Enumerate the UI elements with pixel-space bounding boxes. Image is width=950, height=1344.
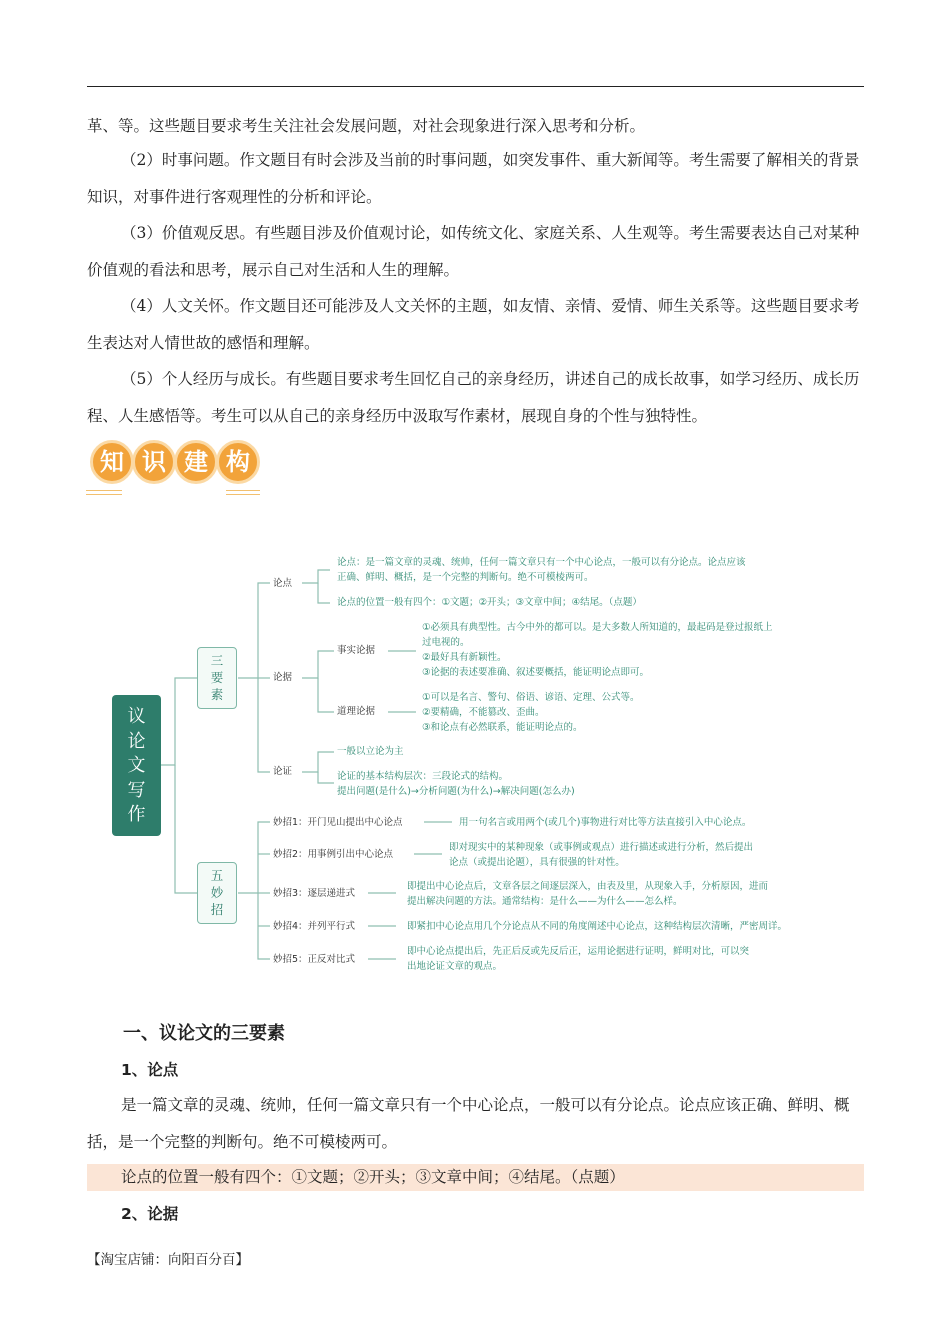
paragraph-1: 革、等。这些题目要求考生关注社会发展问题，对社会现象进行深入思考和分析。 (87, 117, 646, 135)
subsection-title-lunju: 2、论据 (121, 1205, 179, 1223)
mindmap-node-lunzheng: 论证 (273, 766, 293, 777)
mindmap-node-lundian: 论点 (273, 578, 293, 589)
highlighted-sentence: 论点的位置一般有四个：①文题；②开头；③文章中间；④结尾。（点题） (121, 1168, 625, 1186)
mindmap-note: 一般以立论为主 (337, 746, 404, 757)
mindmap-note: 用一句名言或用两个(或几个)事物进行对比等方法直接引入中心论点。 (459, 817, 752, 828)
mindmap-note: ③论据的表述要准确、叙述要概括，能证明论点即可。 (422, 667, 650, 678)
mindmap-node-tip1: 妙招1：开门见山提出中心论点 (273, 817, 403, 828)
mindmap-note: 即对现实中的某种现象（或事例或观点）进行描述或进行分析，然后提出 (449, 842, 754, 853)
mindmap-node-tip3: 妙招3：逐层递进式 (273, 888, 356, 899)
mindmap-node-tip4: 妙招4：并列平行式 (273, 921, 356, 932)
mindmap-note: 提出解决问题的方法。通常结构：是什么——为什么——怎么样。 (407, 896, 683, 907)
mindmap-note: 提出问题(是什么)→分析问题(为什么)→解决问题(怎么办) (337, 786, 575, 797)
mindmap-node-lunju: 论据 (273, 672, 293, 683)
mindmap-branch-five-tips: 五 妙 招 (197, 862, 237, 924)
mindmap-note: ①必须具有典型性。古今中外的都可以。是大多数人所知道的，最起码是登过报纸上 (422, 622, 773, 633)
mindmap-note: 论点（或提出论题），具有很强的针对性。 (449, 857, 625, 868)
mindmap-note: 即中心论点提出后，先正后反或先反后正，运用论据进行证明，鲜明对比，可以突 (407, 946, 750, 957)
mindmap-note: 论点的位置一般有四个：①文题；②开头；③文章中间；④结尾。（点题） (337, 597, 642, 608)
mindmap-note: 论点：是一篇文章的灵魂、统帅，任何一篇文章只有一个中心论点，一般可以有分论点。论点应该 (337, 557, 746, 568)
section-body: 是一篇文章的灵魂、统帅，任何一篇文章只有一个中心论点，一般可以有分论点。论点应该正确、鲜明、概括，是一个完整的判断句。绝不可模棱两可。 (87, 1096, 850, 1151)
mindmap-note: ③和论点有必然联系，能证明论点的。 (422, 722, 583, 733)
mindmap-note: 论证的基本结构层次：三段论式的结构。 (337, 771, 509, 782)
mindmap-note: ②要精确，不能篡改、歪曲。 (422, 707, 545, 718)
section-title: 一、议论文的三要素 (123, 1023, 285, 1044)
mindmap-root: 议 论 文 写 作 (112, 695, 161, 836)
mindmap-note: ②最好具有新颖性。 (422, 652, 507, 663)
mindmap-branch-three-elements: 三 要 素 (197, 647, 237, 709)
mindmap-node-daoli: 道理论据 (337, 706, 376, 717)
paragraph-2: （2）时事问题。作文题目有时会涉及当前的时事问题，如突发事件、重大新闻等。考生需要了解相关的背景知识，对事件进行客观理性的分析和评论。 (87, 151, 860, 206)
paragraph-4: （4）人文关怀。作文题目还可能涉及人文关怀的主题，如友情、亲情、爱情、师生关系等。这些题目要求考生表达对人情世故的感悟和理解。 (87, 297, 860, 352)
banner-badge: 构 (216, 440, 260, 484)
paragraph-3: （3）价值观反思。有些题目涉及价值观讨论，如传统文化、家庭关系、人生观等。考生需要表达自己对某种价值观的看法和思考，展示自己对生活和人生的理解。 (87, 224, 860, 279)
mindmap-note: 正确、鲜明、概括，是一个完整的判断句。绝不可模棱两可。 (337, 572, 594, 583)
mindmap-note: 出地论证文章的观点。 (407, 961, 503, 972)
banner-badge: 知 (90, 440, 134, 484)
mindmap-note: ①可以是名言、警句、俗语、谚语、定理、公式等。 (422, 692, 640, 703)
mindmap-note: 即提出中心论点后，文章各层之间逐层深入，由表及里，从现象入手，分析原因，进而 (407, 881, 769, 892)
mindmap-node-tip5: 妙招5：正反对比式 (273, 954, 356, 965)
banner-badge: 建 (174, 440, 218, 484)
mindmap-node-shishi: 事实论据 (337, 645, 376, 656)
mindmap-node-tip2: 妙招2：用事例引出中心论点 (273, 849, 394, 860)
banner-badge: 识 (132, 440, 176, 484)
mindmap-note: 即紧扣中心论点用几个分论点从不同的角度阐述中心论点，这种结构层次清晰，严密周详。 (407, 921, 788, 932)
subsection-title-lundian: 1、论点 (121, 1061, 179, 1079)
mindmap-note: 过电视的。 (422, 637, 470, 648)
paragraph-5: （5）个人经历与成长。有些题目要求考生回忆自己的亲身经历，讲述自己的成长故事，如学习经历、成长历程、人生感悟等。考生可以从自己的亲身经历中汲取写作素材，展现自身的个性与独特性。 (87, 370, 860, 425)
shop-footer: 【淘宝店铺：向阳百分百】 (87, 1252, 249, 1268)
